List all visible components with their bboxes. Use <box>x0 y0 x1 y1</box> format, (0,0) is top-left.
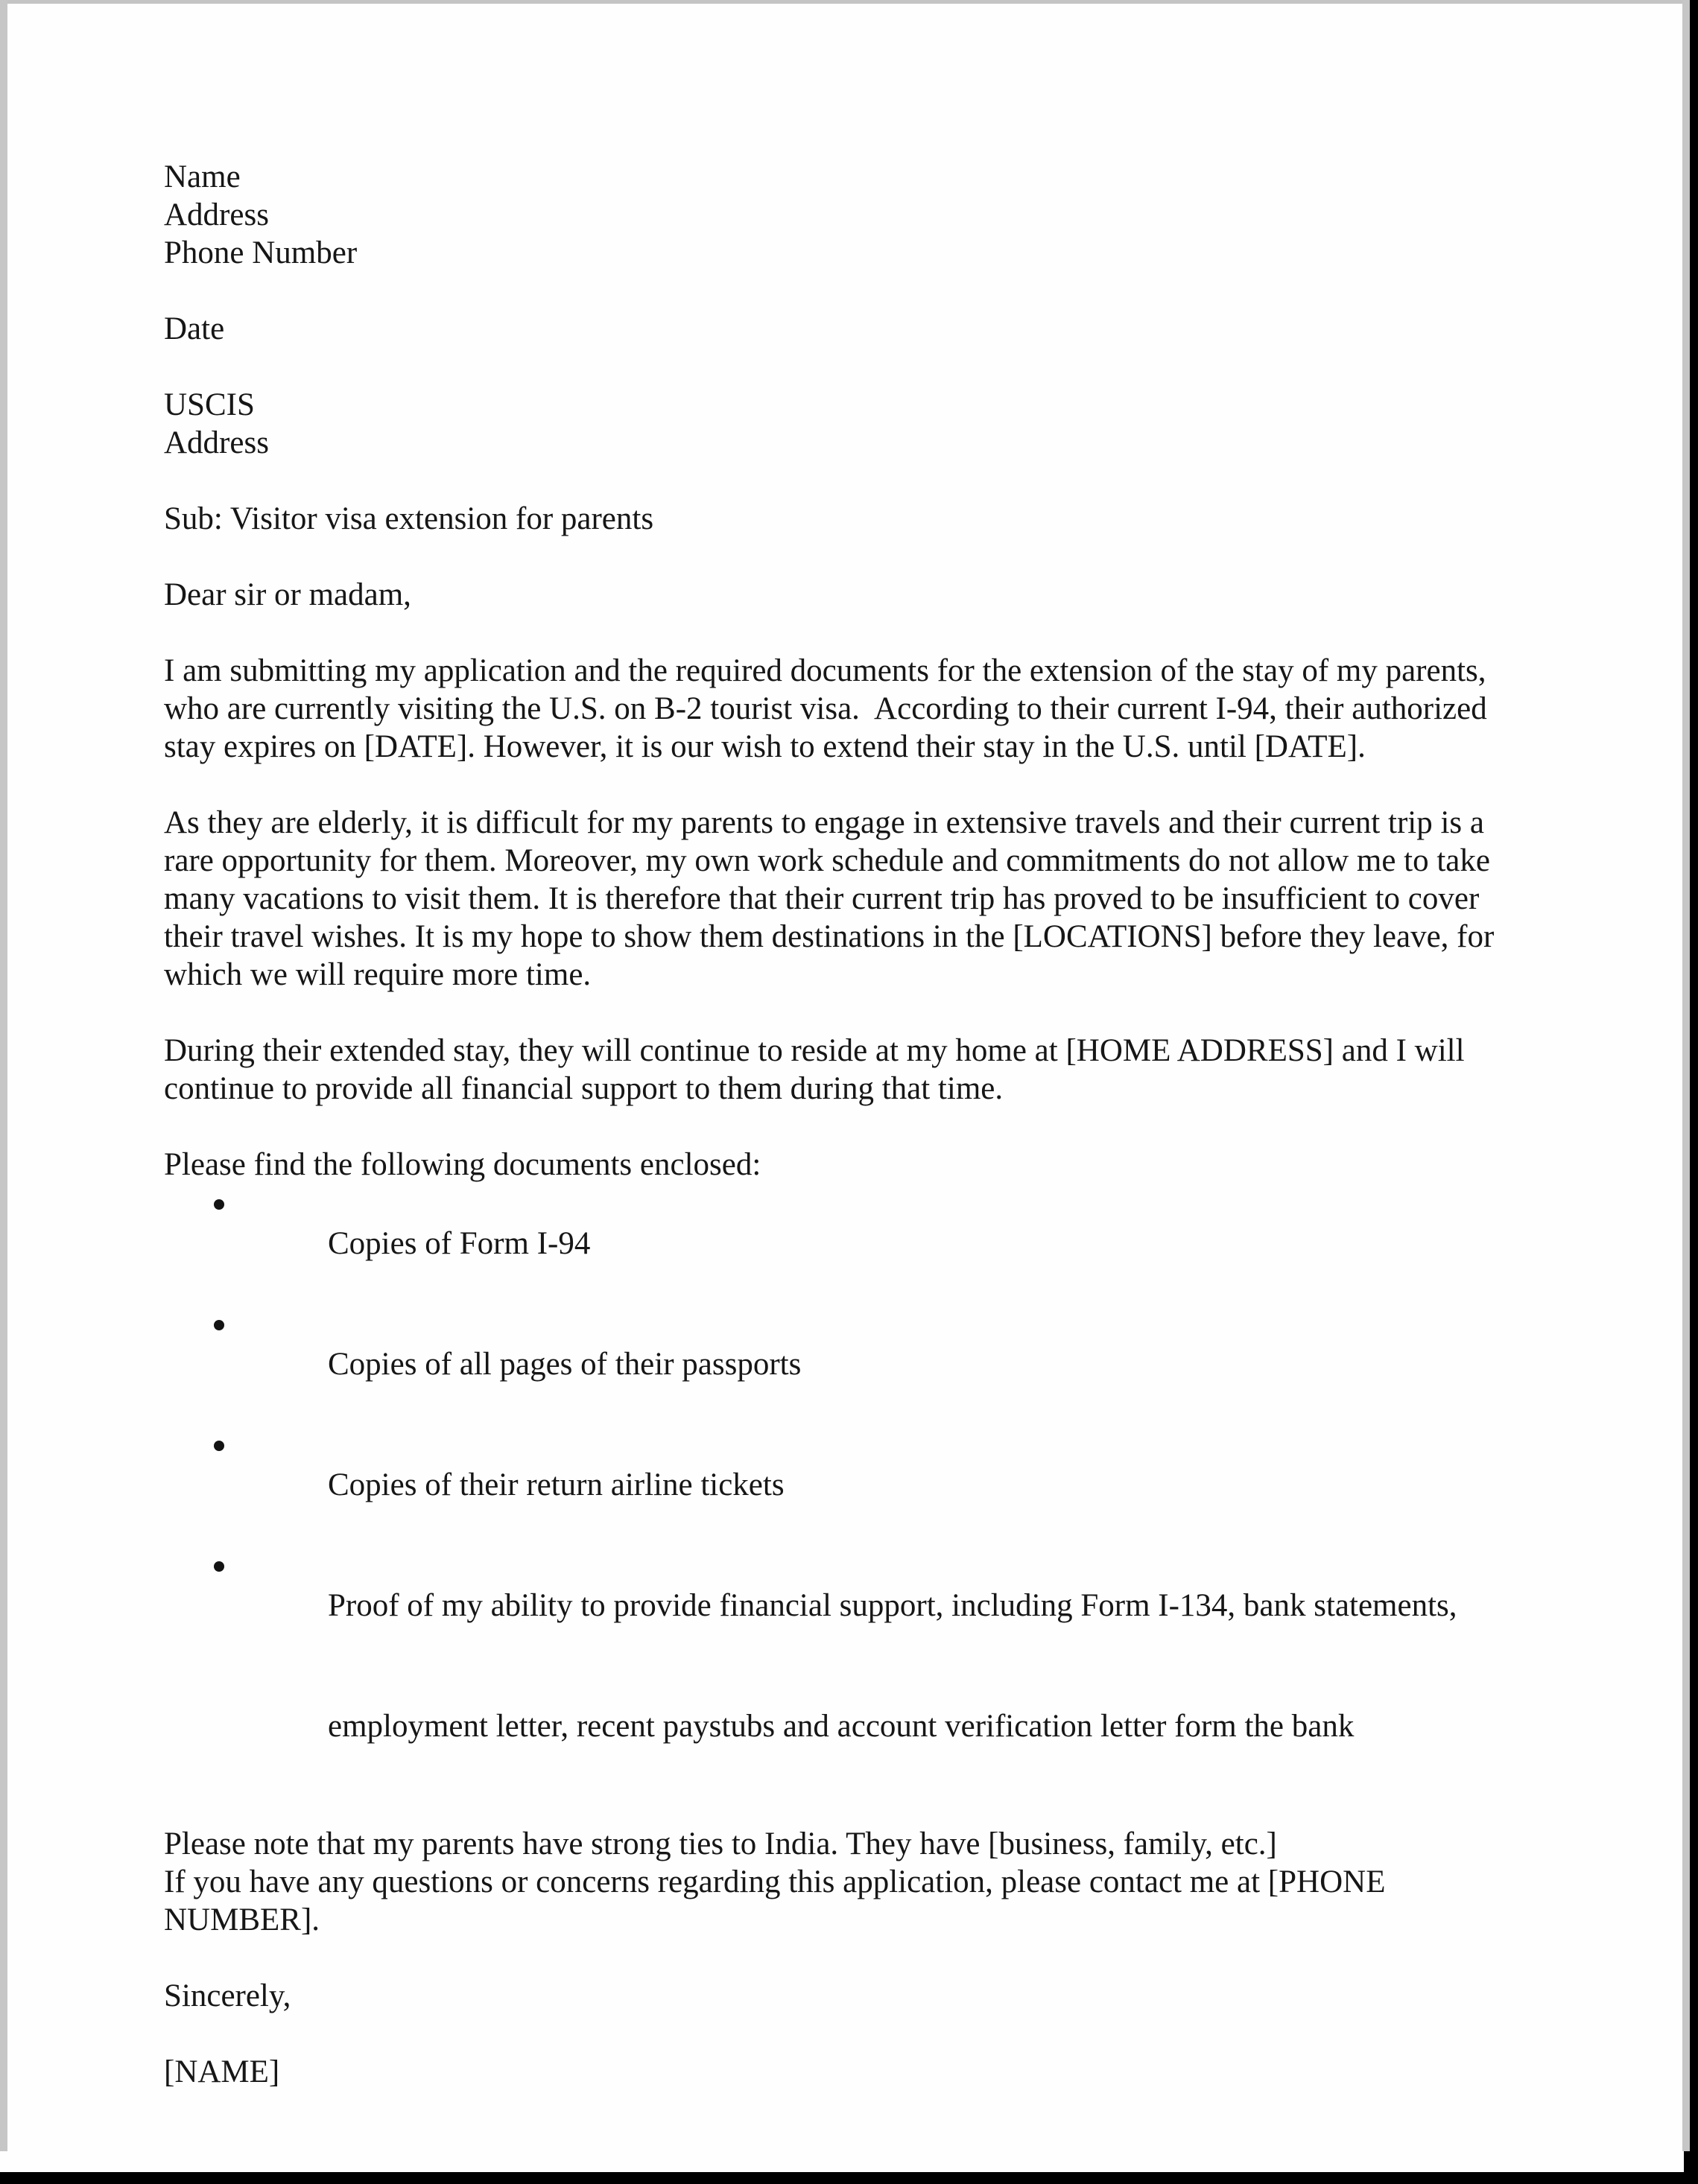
paragraph-2 <box>164 804 1494 994</box>
scan-border-bottom <box>0 2172 1698 2184</box>
bullet-item <box>164 1546 1494 1666</box>
body-line: rare opportunity for them. Moreover, my own work schedule and commitments do not allow me to take <box>164 843 1490 878</box>
subject-block <box>164 500 1494 538</box>
signoff-block <box>164 1977 1494 2015</box>
bullet-item <box>164 1425 1494 1546</box>
scan-border-left <box>0 0 7 2151</box>
sender-phone-line: Phone Number <box>164 235 358 270</box>
signature-placeholder: [NAME] <box>164 2054 280 2089</box>
body-line: NUMBER]. <box>164 1902 320 1937</box>
bullet-item <box>164 1184 1494 1304</box>
body-line: continue to provide all financial support to them during that time. <box>164 1071 1004 1106</box>
body-line: If you have any questions or concerns regarding this application, please contact me at [PHONE <box>164 1864 1386 1899</box>
bullet-text: Copies of Form I-94 <box>328 1226 591 1261</box>
date-block <box>164 310 1494 348</box>
bullet-text: employment letter, recent paystubs and account verification letter form the bank <box>328 1709 1355 1744</box>
date-line: Date <box>164 311 225 346</box>
recipient-org-line: USCIS <box>164 387 255 422</box>
scan-border-top <box>0 0 1698 4</box>
enclosure-list <box>164 1184 1494 1787</box>
scan-border-right-inner <box>1682 0 1690 2151</box>
sender-block <box>164 158 1494 272</box>
body-line: During their extended stay, they will continue to reside at my home at [HOME ADDRESS] and I will <box>164 1033 1465 1068</box>
salutation-block <box>164 576 1494 614</box>
enclosure-intro: Please find the following documents enclosed: <box>164 1147 761 1182</box>
sender-address-line: Address <box>164 197 269 232</box>
scan-border-corner <box>1684 2151 1698 2184</box>
salutation: Dear sir or madam, <box>164 577 411 612</box>
sender-name-line: Name <box>164 159 241 194</box>
body-line: their travel wishes. It is my hope to show them destinations in the [LOCATIONS] before they leave, for <box>164 919 1495 954</box>
bullet-icon <box>214 1320 224 1330</box>
bullet-item <box>164 1304 1494 1425</box>
body-line: which we will require more time. <box>164 957 592 992</box>
subject-line: Sub: Visitor visa extension for parents <box>164 501 654 536</box>
body-line: Please note that my parents have strong ties to India. They have [business, family, etc.] <box>164 1826 1277 1861</box>
bullet-item-continuation <box>164 1666 1494 1787</box>
body-line: stay expires on [DATE]. However, it is our wish to extend their stay in the U.S. until [DATE]. <box>164 729 1366 764</box>
signature-block <box>164 2053 1494 2091</box>
body-line: I am submitting my application and the required documents for the extension of the stay of my parents, <box>164 653 1486 688</box>
paragraph-3 <box>164 1032 1494 1108</box>
recipient-address-line: Address <box>164 425 269 460</box>
paragraph-1 <box>164 652 1494 766</box>
recipient-block <box>164 386 1494 462</box>
closing-paragraph <box>164 1825 1494 1939</box>
body-line: who are currently visiting the U.S. on B-2 tourist visa. According to their current I-94, their authorized <box>164 691 1487 726</box>
body-line: As they are elderly, it is difficult for my parents to engage in extensive travels and their current trip is a <box>164 805 1484 840</box>
enclosure-intro-block <box>164 1146 1494 1184</box>
bullet-icon <box>214 1561 224 1572</box>
letter-content <box>164 158 1494 2129</box>
bullet-text: Copies of their return airline tickets <box>328 1467 785 1502</box>
scan-border-right-outer <box>1690 0 1698 2184</box>
bullet-icon <box>214 1199 224 1210</box>
body-line: many vacations to visit them. It is therefore that their current trip has proved to be insufficient to cover <box>164 881 1480 916</box>
signoff: Sincerely, <box>164 1978 291 2013</box>
bullet-icon <box>214 1441 224 1451</box>
bullet-text: Copies of all pages of their passports <box>328 1347 802 1382</box>
bullet-text: Proof of my ability to provide financial support, including Form I-134, bank statements, <box>328 1588 1457 1623</box>
